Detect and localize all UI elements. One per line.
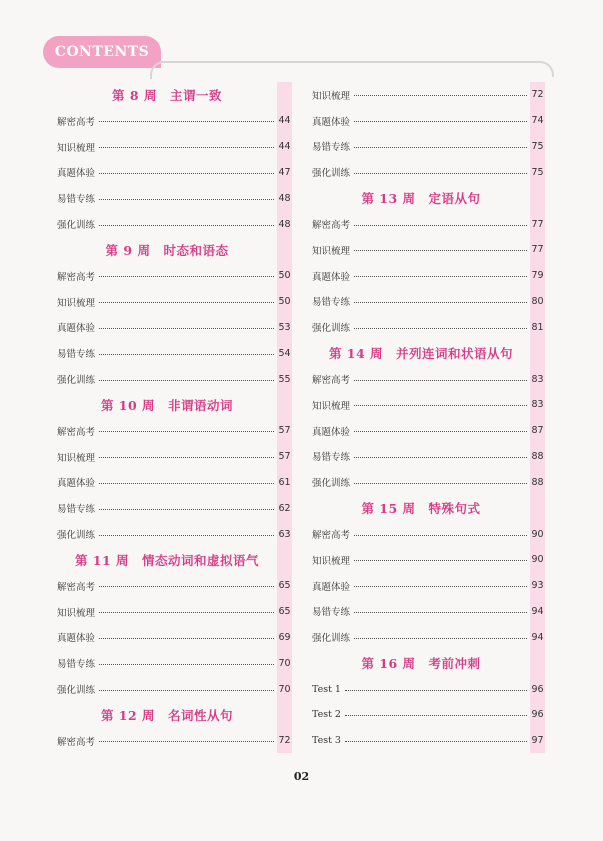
dot-leader (345, 690, 527, 691)
toc-entry[interactable] (57, 650, 292, 676)
toc-entry-page-number: 93 (531, 580, 544, 592)
toc-entry-page-number: 83 (531, 399, 544, 411)
week-section-title: 第 12 周 名词性从句 (100, 707, 234, 723)
week-section-title: 第 11 周 情态动词和虚拟语气 (74, 552, 260, 568)
week-section-title: 第 16 周 考前冲刺 (361, 656, 481, 672)
toc-entry-label: 知识梳理 (57, 607, 96, 619)
toc-entry-label: 知识梳理 (57, 297, 96, 309)
dot-leader (99, 431, 274, 432)
toc-entry[interactable] (312, 573, 545, 599)
toc-entry-label: 真题体验 (57, 168, 96, 180)
dot-leader (99, 586, 274, 587)
toc-entry[interactable] (57, 444, 292, 470)
toc-entry-label: 强化训练 (57, 375, 96, 387)
toc-entry-label: 易错专练 (57, 659, 96, 671)
toc-entry-page-number: 94 (531, 605, 544, 617)
dot-leader (354, 121, 527, 122)
toc-entry-page-number: 57 (278, 425, 291, 437)
toc-entry[interactable] (312, 134, 545, 160)
contents-header-tab: CONTENTS (43, 36, 161, 68)
toc-entry-label: 易错专练 (57, 349, 96, 361)
toc-entry-label: 易错专练 (312, 142, 351, 154)
toc-entry-label: 真题体验 (312, 271, 351, 283)
toc-entry-label: 强化训练 (312, 323, 351, 335)
toc-entry-label: 强化训练 (57, 685, 96, 697)
dot-leader (354, 95, 527, 96)
toc-entry-page-number: 44 (278, 115, 291, 127)
dot-leader (345, 741, 527, 742)
toc-entry-label: 知识梳理 (312, 555, 351, 567)
week-section-title: 第 10 周 非谓语动词 (100, 397, 234, 413)
page-number: 02 (293, 770, 310, 783)
toc-entry-label: 解密高考 (57, 581, 96, 593)
toc-left-column (57, 82, 292, 754)
dot-leader (354, 483, 527, 484)
toc-entry-label: 易错专练 (57, 194, 96, 206)
toc-entry[interactable] (312, 211, 545, 237)
toc-entry-page-number: 83 (531, 373, 544, 385)
dot-leader (99, 199, 274, 200)
toc-entry[interactable] (57, 625, 292, 651)
toc-entry[interactable] (57, 418, 292, 444)
dot-leader (345, 715, 527, 716)
toc-entry[interactable] (312, 624, 545, 650)
toc-entry-label: 解密高考 (57, 736, 96, 748)
dot-leader (354, 302, 527, 303)
toc-entry-label: 易错专练 (57, 504, 96, 516)
toc-entry-page-number: 72 (278, 735, 291, 747)
toc-entry[interactable] (57, 108, 292, 134)
dot-leader (99, 173, 274, 174)
toc-entry[interactable] (57, 676, 292, 702)
toc-entry-page-number: 88 (531, 476, 544, 488)
toc-entry[interactable] (57, 470, 292, 496)
dot-leader (354, 147, 527, 148)
week-section-title: 第 8 周 主谓一致 (112, 88, 222, 103)
toc-entry[interactable] (312, 263, 545, 289)
dot-leader (99, 276, 274, 277)
toc-entry-label: 真题体验 (312, 581, 351, 593)
toc-entry-label: 真题体验 (57, 323, 96, 335)
toc-entry-label: 真题体验 (312, 116, 351, 128)
toc-entry[interactable] (57, 599, 292, 625)
toc-entry[interactable] (57, 263, 292, 289)
toc-entry-page-number: 65 (278, 606, 291, 618)
toc-entry-label: 解密高考 (57, 426, 96, 438)
dot-leader (354, 612, 527, 613)
toc-entry-label: 知识梳理 (312, 90, 351, 102)
dot-leader (99, 535, 274, 536)
toc-entry-label: 解密高考 (57, 116, 96, 128)
toc-entry-page-number: 63 (278, 528, 291, 540)
toc-entry-page-number: 50 (278, 270, 291, 282)
toc-entry[interactable] (57, 521, 292, 547)
toc-entry-page-number: 70 (278, 683, 291, 695)
toc-entry[interactable] (57, 134, 292, 160)
toc-entry-page-number: 79 (531, 270, 544, 282)
toc-entry-page-number: 81 (531, 321, 544, 333)
toc-entry[interactable] (312, 289, 545, 315)
dot-leader (354, 431, 527, 432)
toc-entry-label: 强化训练 (312, 633, 351, 645)
toc-entry-page-number: 90 (531, 554, 544, 566)
toc-entry-page-number: 70 (278, 657, 291, 669)
dot-leader (99, 225, 274, 226)
toc-entry-label: 真题体验 (57, 633, 96, 645)
toc-entry[interactable] (57, 289, 292, 315)
dot-leader (99, 121, 274, 122)
dot-leader (354, 276, 527, 277)
dot-leader (99, 612, 274, 613)
toc-entry-page-number: 74 (531, 115, 544, 127)
toc-entry-label: 知识梳理 (312, 245, 351, 257)
toc-entry[interactable] (57, 728, 292, 754)
toc-entry-label: 强化训练 (312, 168, 351, 180)
dot-leader (99, 483, 274, 484)
dot-leader (99, 690, 274, 691)
toc-entry-label: 知识梳理 (57, 452, 96, 464)
dot-leader (354, 405, 527, 406)
toc-entry-page-number: 65 (278, 580, 291, 592)
dot-leader (99, 302, 274, 303)
toc-entry[interactable] (312, 521, 545, 547)
toc-entry[interactable] (57, 573, 292, 599)
toc-entry-label: 易错专练 (312, 452, 351, 464)
dot-leader (354, 225, 527, 226)
toc-entry[interactable] (312, 418, 545, 444)
toc-right-column (312, 82, 545, 754)
toc-entry-page-number: 75 (531, 140, 544, 152)
toc-entry-label: 真题体验 (312, 426, 351, 438)
toc-entry-page-number: 87 (531, 425, 544, 437)
toc-entry[interactable] (312, 366, 545, 392)
dot-leader (354, 586, 527, 587)
toc-entry[interactable] (312, 392, 545, 418)
toc-entry-page-number: 47 (278, 166, 291, 178)
toc-entry-label: 强化训练 (312, 478, 351, 490)
toc-entry-page-number: 48 (278, 192, 291, 204)
toc-entry-page-number: 80 (531, 295, 544, 307)
dot-leader (99, 328, 274, 329)
dot-leader (354, 173, 527, 174)
toc-entry[interactable] (312, 702, 545, 728)
toc-entry-page-number: 69 (278, 631, 291, 643)
toc-entry-label: Test 3 (312, 735, 341, 747)
dot-leader (354, 457, 527, 458)
dot-leader (354, 250, 527, 251)
toc-entry-label: 解密高考 (312, 220, 351, 232)
toc-entry-page-number: 57 (278, 451, 291, 463)
week-section-title: 第 13 周 定语从句 (361, 191, 481, 207)
toc-entry-page-number: 55 (278, 373, 291, 385)
toc-entry[interactable] (312, 237, 545, 263)
toc-entry[interactable] (312, 728, 545, 754)
toc-entry-page-number: 61 (278, 476, 291, 488)
toc-entry-label: 知识梳理 (57, 142, 96, 154)
toc-entry-page-number: 50 (278, 296, 291, 308)
toc-entry[interactable] (57, 495, 292, 521)
week-section-title: 第 9 周 时态和语态 (105, 242, 229, 258)
week-section-title: 第 14 周 并列连词和状语从句 (328, 346, 514, 362)
toc-entry[interactable] (312, 676, 545, 702)
toc-entry-label: 易错专练 (312, 607, 351, 619)
toc-entry-label: 易错专练 (312, 297, 351, 309)
toc-entry-page-number: 90 (531, 528, 544, 540)
toc-entry[interactable] (57, 340, 292, 366)
dot-leader (99, 380, 274, 381)
week-section-title: 第 15 周 特殊句式 (361, 501, 481, 517)
toc-entry[interactable] (57, 366, 292, 392)
toc-entry-page-number: 75 (531, 166, 544, 178)
toc-entry[interactable] (312, 108, 545, 134)
dot-leader (99, 509, 274, 510)
toc-entry-page-number: 44 (278, 141, 291, 153)
toc-entry-page-number: 77 (531, 244, 544, 256)
dot-leader (354, 535, 527, 536)
dot-leader (354, 638, 527, 639)
toc-entry-page-number: 94 (531, 631, 544, 643)
toc-entry-label: 解密高考 (312, 375, 351, 387)
dot-leader (354, 328, 527, 329)
toc-entry-label: Test 1 (312, 683, 341, 695)
toc-entry[interactable] (312, 159, 545, 185)
toc-entry-page-number: 48 (278, 218, 291, 230)
toc-entry-page-number: 54 (278, 347, 291, 359)
toc-entry[interactable] (312, 82, 545, 108)
toc-entry-page-number: 97 (531, 735, 544, 747)
toc-entry-page-number: 62 (278, 502, 291, 514)
toc-entry[interactable] (57, 185, 292, 211)
header-divider-line (160, 61, 554, 77)
toc-entry[interactable] (57, 315, 292, 341)
toc-entry-label: 解密高考 (312, 530, 351, 542)
toc-entry[interactable] (57, 160, 292, 186)
toc-entry-page-number: 77 (531, 218, 544, 230)
dot-leader (354, 380, 527, 381)
toc-entry[interactable] (312, 314, 545, 340)
toc-entry-label: 解密高考 (57, 271, 96, 283)
dot-leader (99, 457, 274, 458)
toc-entry-page-number: 88 (531, 450, 544, 462)
toc-entry[interactable] (57, 211, 292, 237)
toc-entry-label: 强化训练 (57, 220, 96, 232)
toc-entry[interactable] (312, 444, 545, 470)
toc-entry-label: Test 2 (312, 709, 341, 721)
dot-leader (99, 638, 274, 639)
toc-entry[interactable] (312, 599, 545, 625)
toc-entry-label: 真题体验 (57, 478, 96, 490)
dot-leader (99, 147, 274, 148)
toc-entry[interactable] (312, 469, 545, 495)
toc-entry-page-number: 96 (531, 683, 544, 695)
dot-leader (99, 664, 274, 665)
dot-leader (99, 354, 274, 355)
toc-entry[interactable] (312, 547, 545, 573)
toc-entry-page-number: 96 (531, 709, 544, 721)
dot-leader (354, 560, 527, 561)
toc-entry-label: 强化训练 (57, 530, 96, 542)
dot-leader (99, 741, 274, 742)
toc-entry-page-number: 72 (531, 89, 544, 101)
toc-entry-page-number: 53 (278, 321, 291, 333)
toc-entry-label: 知识梳理 (312, 400, 351, 412)
